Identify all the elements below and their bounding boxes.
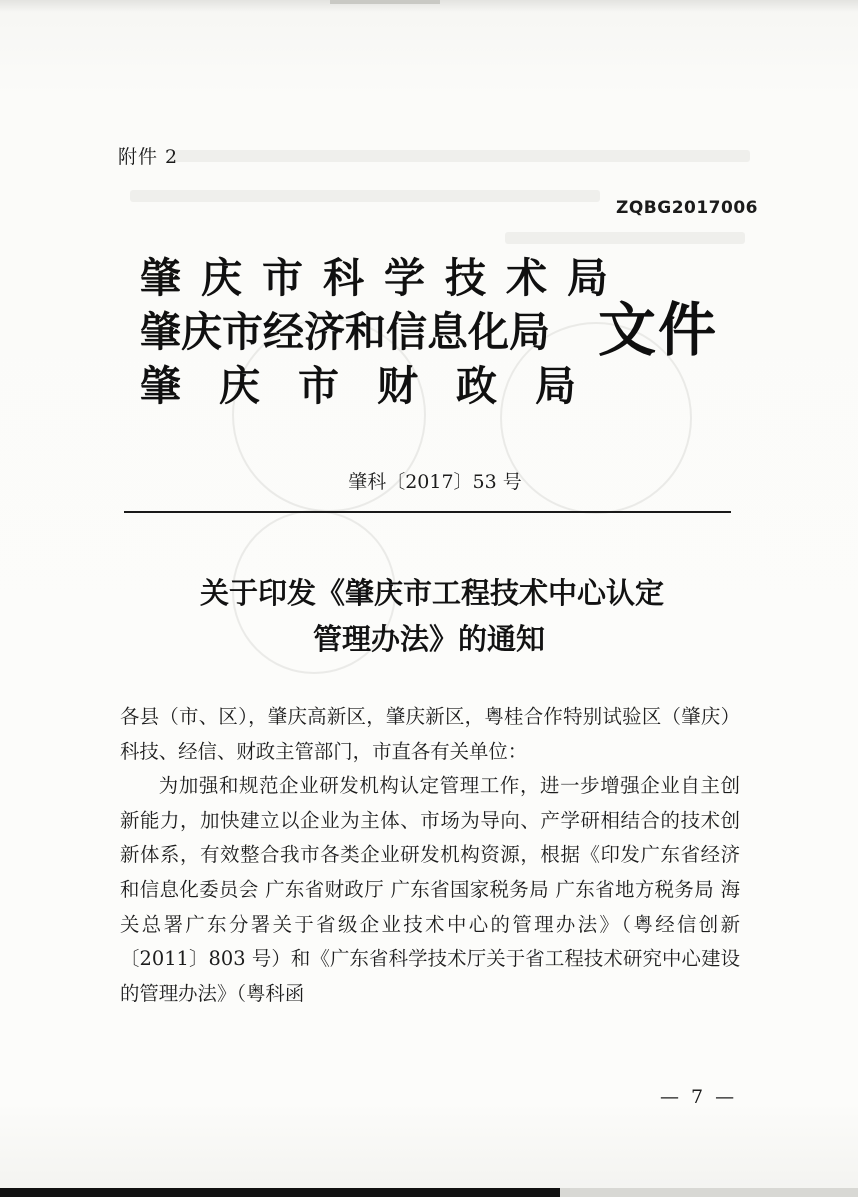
attachment-label: 附件 2 — [118, 146, 179, 168]
issuer-line: 肇庆市经济和信息化局 — [140, 308, 550, 356]
bleed-through-line — [130, 190, 600, 202]
issuing-authorities — [140, 251, 628, 413]
bleed-through-line — [505, 232, 745, 244]
bleed-through-line — [170, 150, 750, 162]
document-code: ZQBG2017006 — [616, 198, 758, 218]
issuer-line: 肇庆市科学技术局 — [140, 254, 628, 302]
document-body — [120, 700, 740, 1011]
title-line: 管理办法》的通知 — [312, 622, 545, 656]
title-line: 关于印发《肇庆市工程技术中心认定 — [199, 576, 664, 610]
addressee-paragraph: 各县（市、区），肇庆高新区，肇庆新区，粤桂合作特别试验区（肇庆）科技、经信、财政主管部门，市直各有关单位： — [120, 705, 740, 763]
header-rule — [124, 511, 731, 513]
scan-top-mark — [330, 0, 440, 4]
document-word: 文件 — [598, 296, 719, 364]
page-number: — 7 — — [660, 1086, 738, 1108]
document-number: 肇科〔2017〕53 号 — [348, 471, 522, 493]
issuer-line: 肇庆市财政局 — [140, 362, 614, 410]
body-paragraph: 为加强和规范企业研发机构认定管理工作，进一步增强企业自主创新能力，加快建立以企业为主体、市场为导向、产学研相结合的技术创新体系，有效整合我市各类企业研发机构资源，根据《印发广东省经济和信息化委员会 广东省财政厅 广东省国家税务局 广东省地方税务局 海关总署广东分署关于省级企业技术中心的管理办法》（粤经信创新〔2011〕803 号）和《广东省科学技术厅关于省工程技术研究中心建设的管理办法》（粤科函 — [120, 774, 740, 1005]
document-title — [0, 570, 858, 662]
scan-bottom-edge-light — [560, 1188, 858, 1197]
